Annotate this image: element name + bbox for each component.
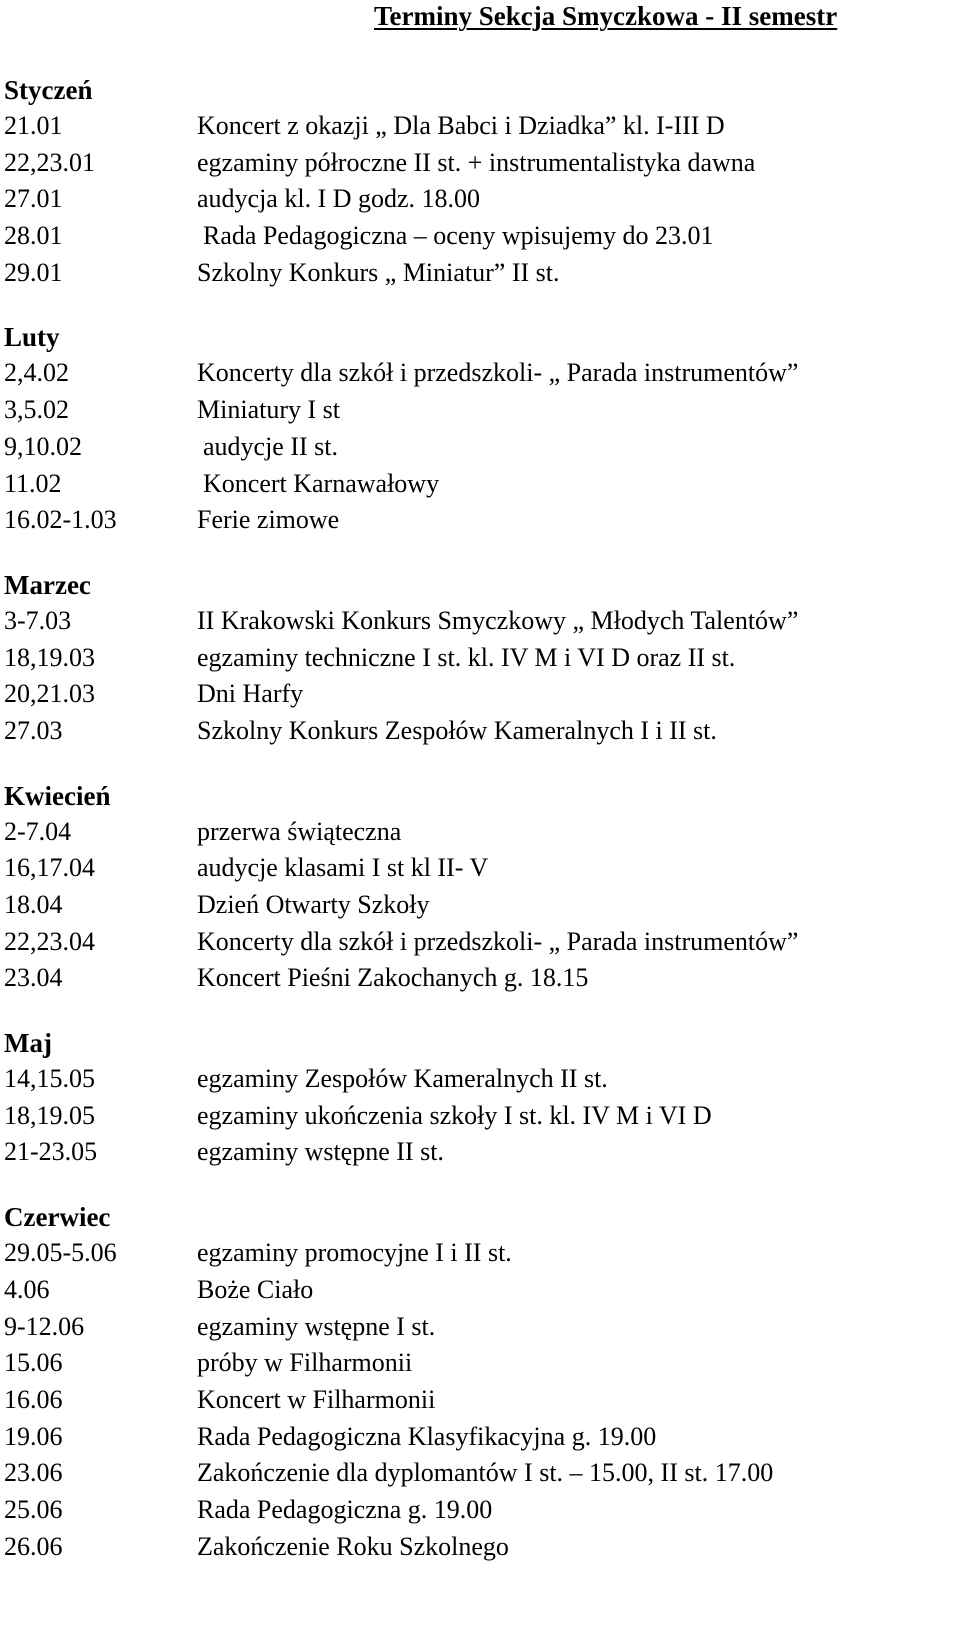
event-date: 18,19.05 (4, 1100, 95, 1130)
event-row (4, 355, 954, 392)
event-row (4, 145, 954, 182)
event-date: 26.06 (4, 1531, 63, 1561)
event-description: Koncert Karnawałowy (203, 468, 440, 498)
month-heading: Marzec (4, 569, 91, 600)
event-row (4, 887, 954, 924)
event-date: 16,17.04 (4, 853, 95, 883)
event-date: 9,10.02 (4, 431, 82, 461)
event-description: II Krakowski Konkurs Smyczkowy „ Młodych Talentów” (197, 605, 799, 635)
page-title: Terminy Sekcja Smyczkowa - II semestr (374, 1, 838, 31)
event-row (4, 814, 954, 851)
event-row (4, 108, 954, 145)
month-section-marzec (4, 567, 954, 750)
event-date: 21-23.05 (4, 1137, 98, 1167)
event-description: Dni Harfy (197, 679, 304, 709)
event-description: Rada Pedagogiczna Klasyfikacyjna g. 19.00 (197, 1421, 657, 1451)
event-row (4, 1061, 954, 1098)
event-description: Rada Pedagogiczna g. 19.00 (197, 1494, 493, 1524)
event-description: Koncert z okazji „ Dla Babci i Dziadka” kl. I-III D (197, 111, 725, 140)
event-description: audycje II st. (203, 431, 339, 461)
event-description: egzaminy wstępne I st. (197, 1311, 436, 1341)
event-row (4, 218, 954, 255)
event-description: egzaminy techniczne I st. kl. IV M i VI D oraz II st. (197, 642, 736, 672)
event-row (4, 676, 954, 713)
month-heading: Maj (4, 1028, 52, 1059)
event-description: egzaminy Zespołów Kameralnych II st. (197, 1064, 608, 1094)
event-date: 29.01 (4, 257, 63, 287)
event-description: egzaminy półroczne II st. + instrumentalistyka dawna (197, 147, 756, 177)
month-heading: Styczeń (4, 75, 93, 105)
month-section-luty (4, 319, 954, 538)
event-date: 18.04 (4, 890, 63, 919)
event-date: 23.06 (4, 1458, 63, 1488)
month-heading: Czerwiec (4, 1202, 111, 1233)
event-row (4, 713, 954, 750)
month-section-maj (4, 1025, 954, 1171)
event-description: audycja kl. I D godz. 18.00 (197, 184, 481, 214)
event-description: egzaminy ukończenia szkoły I st. kl. IV M i VI D (197, 1100, 712, 1130)
event-row (4, 429, 954, 466)
event-row (4, 850, 954, 887)
event-row (4, 502, 954, 539)
event-row (4, 960, 954, 997)
event-date: 20,21.03 (4, 679, 95, 709)
event-date: 21.01 (4, 111, 63, 140)
event-row (4, 924, 954, 961)
event-date: 27.03 (4, 715, 63, 745)
event-description: Szkolny Konkurs Zespołów Kameralnych I i II st. (197, 715, 717, 745)
event-row (4, 1419, 954, 1456)
event-row (4, 392, 954, 429)
event-date: 4.06 (4, 1274, 50, 1304)
event-description: Koncert Pieśni Zakochanych g. 18.15 (197, 963, 589, 993)
event-description: Rada Pedagogiczna – oceny wpisujemy do 23.01 (203, 221, 714, 251)
event-description: Zakończenie Roku Szkolnego (197, 1531, 509, 1561)
event-row (4, 1382, 954, 1419)
event-row (4, 640, 954, 677)
event-date: 14,15.05 (4, 1064, 95, 1094)
event-description: Szkolny Konkurs „ Miniatur” II st. (197, 257, 560, 287)
event-date: 22,23.01 (4, 147, 95, 177)
event-date: 16.06 (4, 1384, 63, 1414)
event-description: Dzień Otwarty Szkoły (197, 890, 430, 919)
event-date: 22,23.04 (4, 926, 95, 956)
event-row (4, 1134, 954, 1171)
event-date: 3-7.03 (4, 605, 72, 635)
month-heading: Luty (4, 322, 60, 353)
event-date: 19.06 (4, 1421, 63, 1451)
event-date: 2-7.04 (4, 816, 72, 846)
event-date: 2,4.02 (4, 358, 69, 388)
event-description: egzaminy promocyjne I i II st. (197, 1238, 512, 1268)
event-date: 25.06 (4, 1494, 63, 1524)
event-row (4, 181, 954, 218)
month-heading: Kwiecień (4, 780, 111, 811)
month-section-czerwiec (4, 1199, 954, 1565)
event-description: próby w Filharmonii (197, 1348, 413, 1378)
event-description: Miniatury I st (197, 395, 340, 425)
event-description: Koncerty dla szkół i przedszkoli- „ Parada instrumentów” (197, 358, 799, 388)
schedule (4, 72, 954, 1593)
event-description: przerwa świąteczna (197, 816, 402, 846)
event-row (4, 255, 954, 292)
event-description: Boże Ciało (197, 1274, 314, 1304)
month-section-kwiecien (4, 778, 954, 997)
event-date: 15.06 (4, 1348, 63, 1378)
event-row (4, 603, 954, 640)
event-date: 27.01 (4, 184, 63, 214)
month-section-styczen (4, 72, 954, 291)
event-date: 23.04 (4, 963, 63, 993)
event-description: Ferie zimowe (197, 505, 340, 535)
event-row (4, 1492, 954, 1529)
event-description: egzaminy wstępne II st. (197, 1137, 444, 1167)
event-date: 11.02 (4, 468, 62, 498)
event-date: 3,5.02 (4, 395, 69, 425)
event-description: Koncert w Filharmonii (197, 1384, 436, 1414)
event-description: Zakończenie dla dyplomantów I st. – 15.00, II st. 17.00 (197, 1458, 774, 1488)
event-date: 28.01 (4, 221, 63, 251)
event-row (4, 1098, 954, 1135)
event-date: 16.02-1.03 (4, 505, 117, 535)
event-row (4, 1309, 954, 1346)
event-row (4, 1235, 954, 1272)
event-row (4, 1345, 954, 1382)
event-row (4, 1455, 954, 1492)
event-date: 9-12.06 (4, 1311, 85, 1341)
event-row (4, 466, 954, 503)
event-description: audycje klasami I st kl II- V (197, 853, 489, 883)
event-date: 29.05-5.06 (4, 1238, 117, 1268)
event-row (4, 1272, 954, 1309)
event-date: 18,19.03 (4, 642, 95, 672)
event-description: Koncerty dla szkół i przedszkoli- „ Parada instrumentów” (197, 926, 799, 956)
event-row (4, 1529, 954, 1566)
